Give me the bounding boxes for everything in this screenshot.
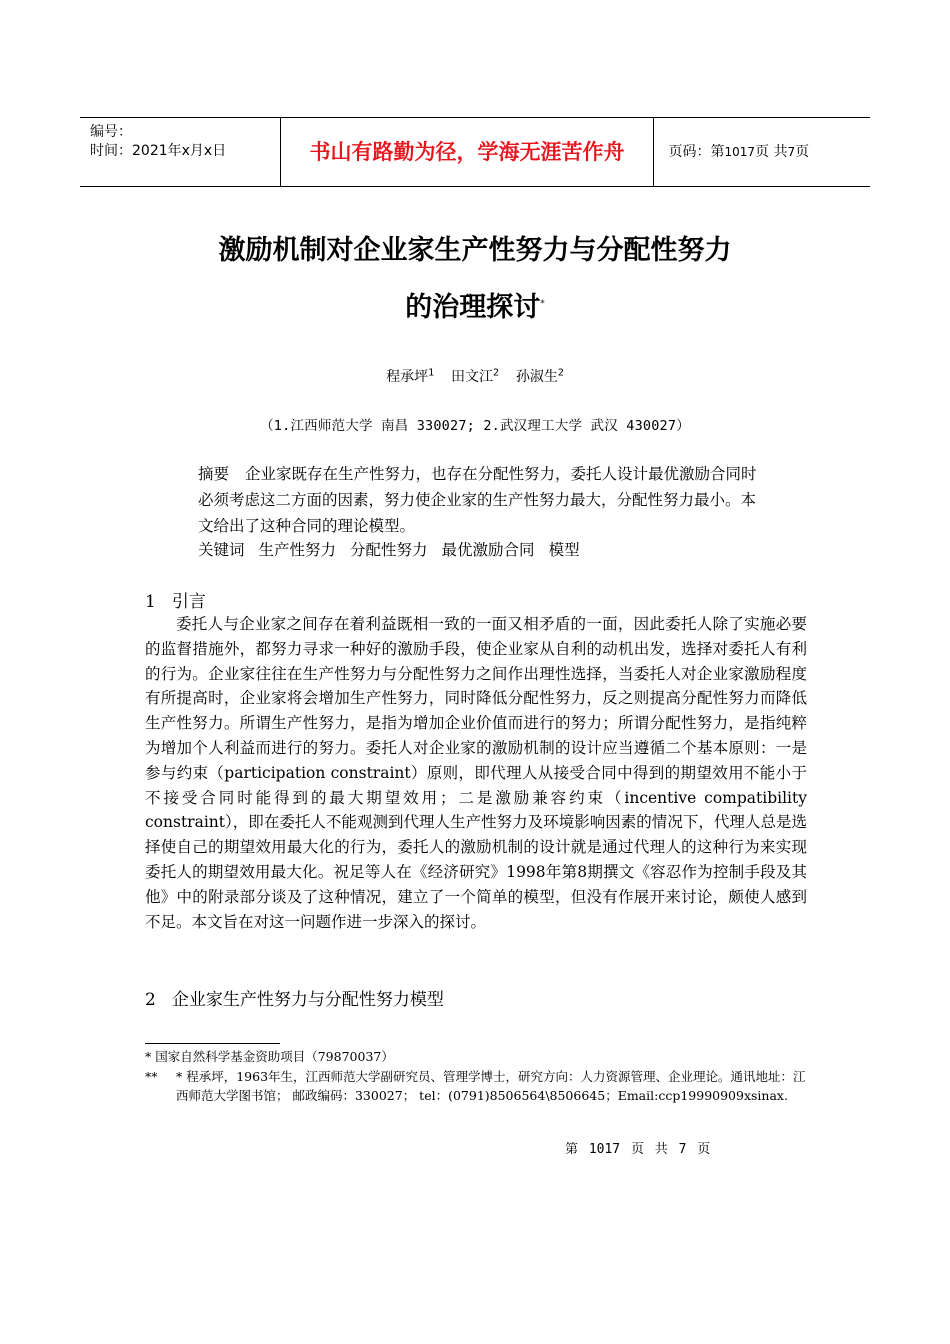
footnote-divider bbox=[145, 1043, 280, 1044]
author-name: 程承坪 bbox=[386, 369, 429, 385]
section-2-heading bbox=[145, 985, 444, 1010]
keyword-item: 模型 bbox=[548, 541, 580, 559]
author-affil-sup: 1 bbox=[428, 367, 435, 379]
keywords bbox=[198, 538, 594, 560]
header-number-label: 编号： bbox=[90, 124, 132, 140]
author-name: 孙淑生 bbox=[515, 369, 558, 385]
header-page-info bbox=[664, 118, 870, 186]
header-time-label: 时间：2021年x月x日 bbox=[90, 143, 227, 159]
footnote-2: * 程承坪，1963年生，江西师范大学副研究员、管理学博士，研究方向：人力资源管理、企业理论。通讯地址：江西师范大学图书馆； 邮政编码：330027； tel：(0791)8506564\8506645；Email:ccp19990909xsinax. bbox=[176, 1069, 806, 1103]
footnote-1: * 国家自然科学基金资助项目（79870037） bbox=[145, 1049, 394, 1064]
section-1-body bbox=[145, 612, 807, 934]
header-motto: 书山有路勤为径，学海无涯苦作舟 bbox=[281, 118, 654, 186]
section-title: 企业家生产性努力与分配性努力模型 bbox=[171, 990, 444, 1010]
author-affil-sup: 2 bbox=[492, 367, 500, 379]
page-suffix: 页 bbox=[795, 144, 810, 160]
title-line-1: 激励机制对企业家生产性努力与分配性努力 bbox=[218, 235, 732, 266]
abstract-label: 摘要 bbox=[198, 465, 230, 483]
title-line-2-text: 的治理探讨 bbox=[405, 292, 541, 323]
author-affil-sup: 2 bbox=[557, 367, 564, 379]
keyword-item: 最优激励合同 bbox=[441, 541, 535, 559]
page-total: 7 bbox=[787, 145, 796, 159]
section-1-heading bbox=[145, 587, 206, 612]
page-prefix: 页码：第 bbox=[668, 144, 725, 160]
document-header bbox=[80, 117, 870, 187]
page-footer: 第 1017 页 共 7 页 bbox=[565, 1142, 711, 1157]
title-line-2 bbox=[0, 285, 950, 324]
keyword-item: 分配性努力 bbox=[350, 541, 428, 559]
section-title: 引言 bbox=[171, 592, 206, 612]
section-number: 1 bbox=[145, 592, 156, 612]
header-meta-cell bbox=[80, 118, 281, 186]
abstract bbox=[198, 461, 758, 539]
page-mid: 页 共 bbox=[755, 144, 788, 160]
abstract-text: 企业家既存在生产性努力，也存在分配性努力，委托人设计最优激励合同时必须考虑这二方面的因素，努力使企业家的生产性努力最大，分配性努力最小。本文给出了这种合同的理论模型。 bbox=[198, 465, 757, 535]
affiliation: （1.江西师范大学 南昌 330027; 2.武汉理工大学 武汉 430027） bbox=[260, 418, 690, 434]
page-number: 1017 bbox=[724, 145, 755, 159]
title-footnote-mark: * bbox=[540, 299, 545, 309]
body-paragraph: 委托人与企业家之间存在着利益既相一致的一面又相矛盾的一面，因此委托人除了实施必要的监督措施外，都努力寻求一种好的激励手段，使企业家从自利的动机出发，选择对委托人有利的行为。企业家往往在生产性努力与分配性努力之间作出理性选择，当委托人对企业家激励程度有所提高时，企业家将会增加生产性努力，同时降低分配性努力，反之则提高分配性努力而降低生产性努力。所谓生产性努力，是指为增加企业价值而进行的努力；所谓分配性努力，是指纯粹为增加个人利益而进行的努力。委托人对企业家的激励机制的设计应当遵循二个基本原则：一是参与约束（participation constraint）原则，即代理人从接受合同中得到的期望效用不能小于不接受合同时能得到的最大期望效用；二是激励兼容约束（incentive compatibility constraint），即在委托人不能观测到代理人生产性努力及环境影响因素的情况下，代理人总是选择使自己的期望效用最大化的行为，委托人的激励机制的设计就是通过代理人的这种行为来实现委托人的期望效用最大化。祝足等人在《经济研究》1998年第8期撰文《容忍作为控制手段及其他》中的附录部分谈及了这种情况，建立了一个简单的模型，但没有作展开来讨论，颇使人感到不足。本文旨在对这一问题作进一步深入的探讨。 bbox=[145, 615, 807, 931]
section-number: 2 bbox=[145, 990, 156, 1010]
footnote-2-mark: ** bbox=[145, 1069, 158, 1084]
author-name: 田文江 bbox=[450, 369, 493, 385]
keywords-label: 关键词 bbox=[198, 541, 245, 559]
keyword-item: 生产性努力 bbox=[258, 541, 337, 559]
author-list bbox=[0, 366, 950, 386]
